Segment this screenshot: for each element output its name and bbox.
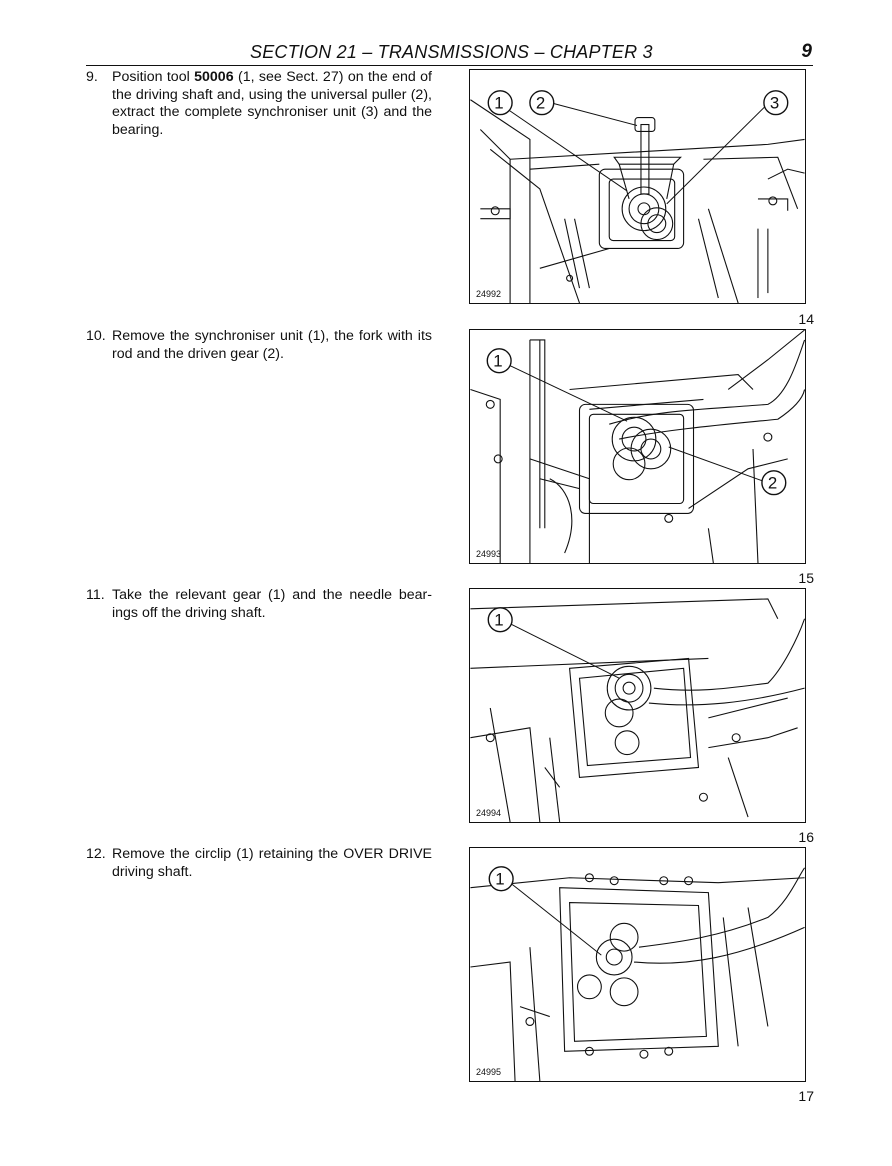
step-10 [86, 328, 432, 363]
transmission-puller-drawing [470, 70, 805, 303]
circlip-removal-drawing [470, 848, 805, 1081]
gear-removal-drawing [470, 589, 805, 822]
step-text [112, 69, 432, 139]
figure-17-illustration [469, 847, 806, 1082]
callout-label: 1 [494, 610, 504, 630]
step-11 [86, 587, 432, 622]
callout-2 [530, 91, 554, 115]
synchroniser-removal-drawing [470, 330, 805, 563]
callout-label: 2 [535, 93, 546, 113]
step-text: Remove the synchroniser unit (1), the fork with its rod and the driven gear (2). [112, 328, 432, 362]
figure-number-14: 14 [798, 311, 814, 327]
step-number: 10. [86, 328, 106, 344]
callout-2 [762, 471, 786, 495]
step-number: 12. [86, 846, 106, 862]
figure-ref-code: 24995 [476, 1067, 502, 1077]
figure-14-illustration [469, 69, 806, 304]
page-number: 9 [801, 41, 812, 62]
callout-label: 3 [769, 93, 780, 113]
header-rule [86, 65, 813, 66]
callout-1 [488, 91, 512, 115]
figure-number-16: 16 [798, 829, 814, 845]
callout-3 [764, 91, 788, 115]
figure-16-illustration [469, 588, 806, 823]
callout-1 [489, 867, 513, 891]
figure-15-illustration [469, 329, 806, 564]
section-title: SECTION 21 – TRANSMISSIONS – CHAPTER 3 [250, 42, 653, 62]
callout-label: 1 [495, 869, 505, 889]
callout-label: 2 [767, 473, 778, 493]
figure-number-15: 15 [798, 570, 814, 586]
callout-label: 1 [493, 351, 503, 371]
figure-ref-code: 24994 [476, 808, 502, 818]
tool-number: 50006 [194, 69, 234, 85]
callout-1 [487, 349, 511, 373]
callout-1 [488, 608, 512, 632]
callout-label: 1 [494, 93, 504, 113]
step-number: 11. [86, 587, 105, 603]
step-number: 9. [86, 69, 98, 85]
step-text-part: Position tool [112, 69, 195, 85]
step-12 [86, 846, 432, 881]
figure-ref-code: 24993 [476, 549, 502, 559]
step-9 [86, 69, 432, 139]
step-text: Remove the circlip (1) retaining the OVER DRIVE driving shaft. [112, 846, 432, 880]
figure-ref-code: 24992 [476, 289, 502, 299]
figure-number-17: 17 [798, 1088, 814, 1104]
step-text-part: (1, see Sect. 27) on the end of the driving shaft and, using the universal puller (2), extract the complete synchroniser unit (3) and the bearing. [112, 69, 433, 138]
step-text: Take the relevant gear (1) and the needle bear- ings off the driving shaft. [112, 587, 432, 621]
